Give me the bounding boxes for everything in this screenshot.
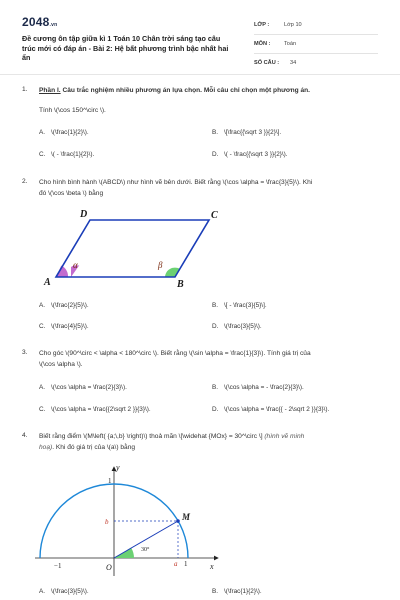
option-letter: A. — [39, 384, 46, 391]
q4-option-a[interactable] — [39, 588, 89, 595]
option-text: \( - \frac{1}{2}\). — [51, 151, 95, 158]
logo-suffix: .vn — [49, 22, 58, 28]
q1-option-a[interactable] — [39, 129, 89, 136]
option-letter: C. — [39, 323, 46, 330]
q1-option-d[interactable] — [212, 151, 288, 158]
q2-option-b[interactable] — [212, 302, 267, 309]
parallelogram-figure — [30, 205, 230, 295]
stem-line: Cho hình bình hành \(ABCD\) như hình vẽ bên dưới. Biết rằng \(\cos \alpha = \frac{3}{5}\). Khi — [39, 179, 313, 186]
option-text: \(\cos \alpha = \frac{{2\sqrt 2 }}{3}\). — [51, 406, 151, 413]
option-text: \(\frac{1}{2}\). — [51, 129, 89, 136]
meta-value: Toán — [284, 41, 297, 47]
point-m — [176, 519, 180, 523]
stem-text: Biết rằng điểm \(M\left( {a;\,b} \right)\) thoả mãn \[\widehat {MOx} = 30^\circ \] — [39, 433, 263, 440]
q1-option-b[interactable] — [212, 129, 281, 136]
option-text: \(\frac{1}{2}\). — [224, 588, 262, 595]
meta-label: LỚP : — [254, 22, 270, 28]
q2-option-a[interactable] — [39, 302, 89, 309]
x-axis-label: x — [210, 562, 214, 571]
q1-option-c[interactable] — [39, 151, 94, 158]
tick-label-1-top: 1 — [108, 477, 112, 485]
option-letter: B. — [212, 384, 219, 391]
q3-option-a[interactable] — [39, 384, 127, 391]
option-text: \(\cos \alpha = - \frac{2}{3}\). — [224, 384, 304, 391]
option-text: \[ - \frac{3}{5}\]. — [224, 302, 267, 309]
question-number: 4. — [22, 432, 28, 439]
option-letter: B. — [212, 129, 219, 136]
q2-option-c[interactable] — [39, 323, 89, 330]
stem-line: \(\cos \alpha \). — [39, 360, 83, 368]
question-stem — [39, 178, 369, 199]
option-letter: B. — [212, 302, 219, 309]
option-text: \(\frac{2}{5}\). — [51, 302, 89, 309]
stem-text: . Khi đó giá trị của \(a\) bằng — [52, 443, 136, 451]
option-letter: D. — [212, 406, 219, 413]
question-number: 3. — [22, 349, 28, 356]
meta-table — [254, 16, 378, 72]
header — [0, 0, 400, 72]
meta-label: MÔN : — [254, 41, 271, 47]
stem-italic: (hình vẽ minh — [262, 433, 305, 440]
question-number: 2. — [22, 178, 28, 185]
vertex-label-a: A — [44, 277, 51, 288]
unit-circle-figure — [30, 458, 230, 580]
option-letter: C. — [39, 406, 46, 413]
option-text: \(\cos \alpha = \frac{2}{3}\). — [51, 384, 127, 391]
b-label: b — [105, 518, 109, 526]
parallelogram-shape — [56, 220, 209, 277]
meta-row-mon — [254, 35, 378, 54]
tick-label-minus-1: −1 — [54, 562, 62, 570]
option-letter: A. — [39, 302, 46, 309]
angle-label: 30° — [141, 547, 150, 553]
vertex-label-b: B — [177, 279, 184, 290]
question-1-stem: Tính \(\cos 150^\circ \). — [39, 107, 106, 114]
question-stem — [39, 349, 369, 370]
option-letter: A. — [39, 588, 46, 595]
q2-option-d[interactable] — [212, 323, 262, 330]
meta-value: 34 — [290, 60, 297, 66]
meta-row-lop — [254, 16, 378, 35]
option-letter: B. — [212, 588, 219, 595]
logo[interactable] — [22, 15, 57, 29]
stem-italic: hoạ) — [39, 443, 53, 451]
option-letter: A. — [39, 129, 46, 136]
vertex-label-c: C — [211, 210, 218, 221]
point-m-label: M — [182, 512, 191, 522]
stem-line: Cho góc \(90^\circ < \alpha < 180^\circ \). Biết rằng \(\sin \alpha = \frac{1}{3}\). Tính giá trị của — [39, 350, 311, 357]
vertex-label-d: D — [80, 209, 88, 220]
q3-option-d[interactable] — [212, 406, 329, 413]
y-axis-label: y — [116, 463, 120, 472]
option-text: \(\cos \alpha = \frac{{ - 2\sqrt 2 }}{3}\). — [224, 406, 330, 413]
beta-label: β — [158, 260, 163, 270]
question-intro — [39, 86, 369, 97]
option-letter: C. — [39, 151, 46, 158]
logo-main: 2048 — [22, 15, 50, 29]
option-text: \(\frac{3}{5}\). — [224, 323, 262, 330]
option-text: \(\frac{4}{5}\). — [51, 323, 89, 330]
q3-option-b[interactable] — [212, 384, 304, 391]
a-label: a — [174, 560, 178, 568]
option-letter: D. — [212, 323, 219, 330]
q4-option-b[interactable] — [212, 588, 262, 595]
part-label: Phần I. — [39, 87, 61, 94]
option-text: \( - \frac{{\sqrt 3 }}{2}\). — [224, 151, 288, 158]
alpha-label: α — [73, 260, 78, 270]
q3-option-c[interactable] — [39, 406, 151, 413]
option-text: \[\frac{{\sqrt 3 }}{2}\]. — [224, 129, 282, 136]
stem-line: đó \(\cos \beta \) bằng — [39, 189, 104, 197]
document-title: Đề cương ôn tập giữa kì 1 Toán 10 Chân trời sáng tạo câu trúc mới có đáp án - Bài 2: Hệ bất phương trình bậc nhất hai ẩn — [22, 34, 229, 63]
header-divider — [0, 74, 400, 75]
part-instruction: Câu trắc nghiệm nhiều phương án lựa chọn. Mỗi câu chỉ chọn một phương án. — [60, 87, 310, 94]
option-letter: D. — [212, 151, 219, 158]
question-number: 1. — [22, 86, 28, 93]
meta-row-socau — [254, 54, 378, 72]
meta-label: SỐ CÂU : — [254, 60, 280, 66]
origin-label: O — [106, 563, 112, 572]
option-text: \(\frac{3}{5}\). — [51, 588, 89, 595]
tick-label-1-right: 1 — [184, 560, 188, 568]
meta-value: Lớp 10 — [284, 22, 302, 28]
question-stem — [39, 432, 369, 453]
